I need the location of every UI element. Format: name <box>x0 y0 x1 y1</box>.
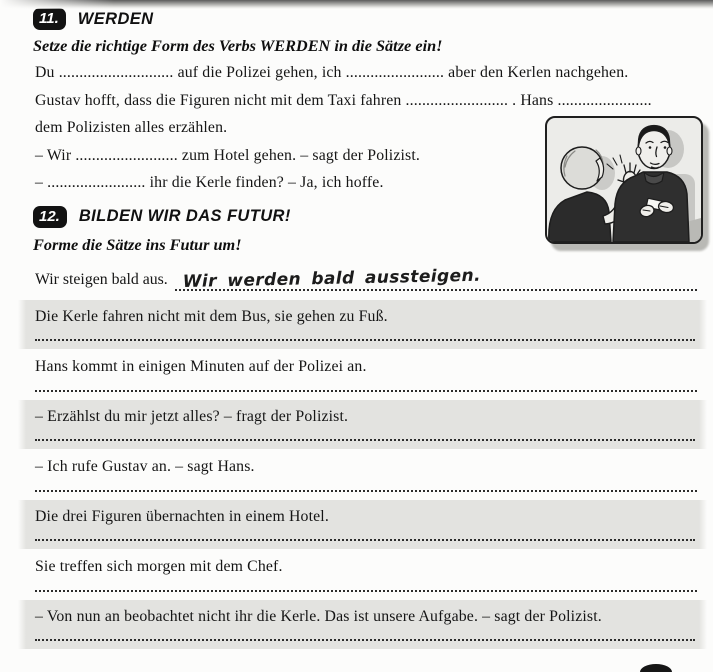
exercise-instruction: Forme die Sätze ins Futur um! <box>33 234 242 254</box>
item-sentence: Die drei Figuren übernachten in einem Hotel. <box>35 507 329 525</box>
dotted-answer-line <box>35 339 695 341</box>
exercise-11-header <box>33 8 713 30</box>
exercise-item <box>35 457 697 492</box>
exercise-item <box>35 267 697 291</box>
exercise-item-highlighted <box>18 300 707 349</box>
exercise-title: WERDEN <box>77 9 154 28</box>
dotted-answer-line <box>175 267 697 291</box>
sentence-line: dem Polizisten alles erzählen. <box>35 119 228 136</box>
page-number-badge <box>640 664 672 672</box>
exercise-number-badge: 12. <box>33 206 67 228</box>
sentence-line: Gustav hofft, dass die Figuren nicht mit dem Taxi fahren ......................... . Hans ....................... <box>35 91 652 109</box>
handwritten-answer: Wir werden bald aussteigen. <box>182 265 481 292</box>
exercise-item-highlighted <box>18 600 707 649</box>
dotted-answer-line <box>35 639 695 641</box>
item-sentence: – Ich rufe Gustav an. – sagt Hans. <box>35 457 255 475</box>
item-sentence: – Von nun an beobachtet nicht ihr die Kerle. Das ist unsere Aufgabe. – sagt der Polizist. <box>35 607 602 625</box>
dotted-answer-line <box>35 439 695 441</box>
transformation-items <box>0 267 713 649</box>
exercise-item <box>35 557 697 592</box>
police-scene-drawing <box>547 118 701 242</box>
item-sentence: Sie treffen sich morgen mit dem Chef. <box>35 557 283 575</box>
exercise-item <box>35 357 697 392</box>
sentence-line: Du ............................ auf die Polizei gehen, ich ........................ aber den Kerlen nachgehen. <box>35 64 629 81</box>
dotted-answer-line <box>35 590 697 592</box>
dotted-answer-line <box>35 490 697 492</box>
dotted-answer-line <box>35 539 695 541</box>
exercise-number-badge: 11. <box>33 8 66 30</box>
item-sentence: Hans kommt in einigen Minuten auf der Polizei an. <box>35 357 367 375</box>
exercise-instruction: Setze die richtige Form des Verbs WERDEN in die Sätze ein! <box>33 36 443 55</box>
sentence-line: – ........................ ihr die Kerle finden? – Ja, ich hoffe. <box>35 174 384 191</box>
sentence-line: – Wir ......................... zum Hotel gehen. – sagt der Polizist. <box>35 146 420 164</box>
exercise-item-highlighted <box>18 400 707 449</box>
exercise-item-highlighted <box>18 500 707 549</box>
item-sentence: Die Kerle fahren nicht mit dem Bus, sie gehen zu Fuß. <box>35 307 388 325</box>
item-sentence: Wir steigen bald aus. <box>35 270 168 288</box>
exercise-title: BILDEN WIR DAS FUTUR! <box>78 207 291 225</box>
item-sentence: – Erzählst du mir jetzt alles? – fragt der Polizist. <box>35 407 349 425</box>
exercise-12 <box>0 206 713 649</box>
dotted-answer-line <box>35 390 697 392</box>
scan-top-shadow <box>0 0 713 9</box>
police-conversation-illustration <box>545 116 703 244</box>
